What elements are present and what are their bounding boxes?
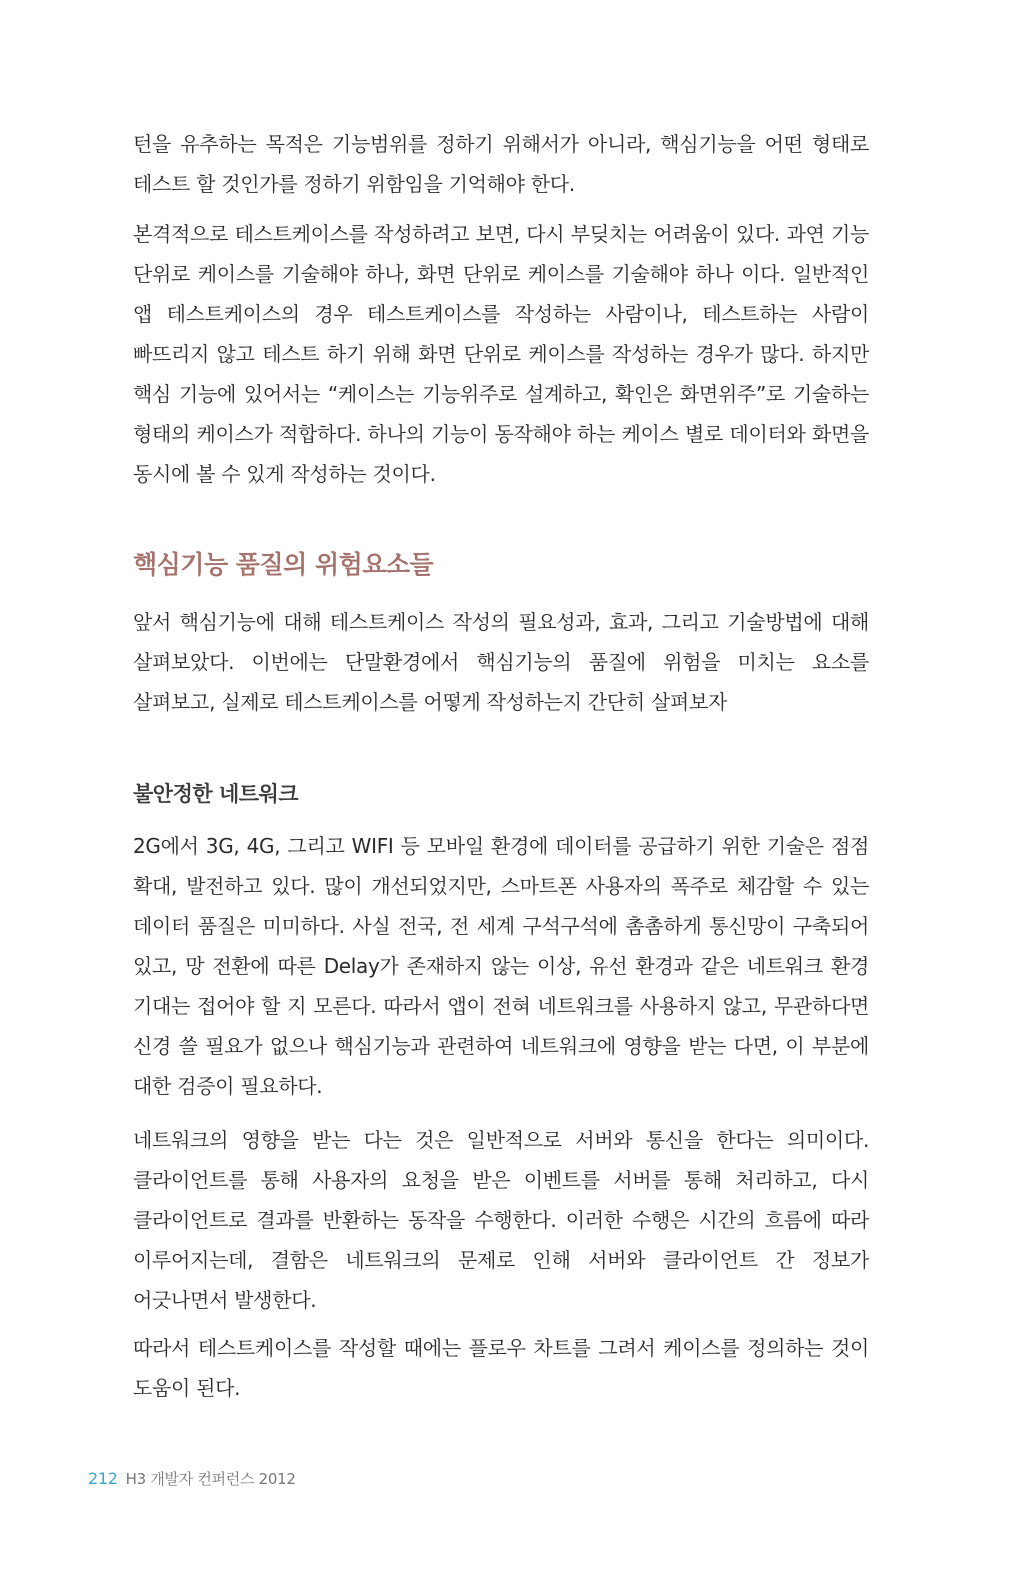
section-intro	[133, 602, 869, 722]
paragraph-text: 턴을 유추하는 목적은 기능범위를 정하기 위해서가 아니라, 핵심기능을 어떤 형태로 테스트 할 것인가를 정하기 위함임을 기억해야 한다.	[133, 132, 869, 196]
page-number: 212	[88, 1469, 118, 1488]
paragraph-text: 따라서 테스트케이스를 작성할 때에는 플로우 차트를 그려서 케이스를 정의하는 것이 도움이 된다.	[133, 1336, 869, 1400]
paragraph-text: 앞서 핵심기능에 대해 테스트케이스 작성의 필요성과, 효과, 그리고 기술방법에 대해 살펴보았다. 이번에는 단말환경에서 핵심기능의 품질에 위험을 미치는 요소를 살펴보고, 실제로 테스트케이스를 어떻게 작성하는지 간단히 살펴보자	[133, 610, 869, 714]
paragraph-server-communication	[133, 1120, 869, 1320]
footer-title: H3 개발자 컨퍼런스 2012	[125, 1470, 296, 1488]
paragraph-text: 2G에서 3G, 4G, 그리고 WIFI 등 모바일 환경에 데이터를 공급하기 위한 기술은 점점 확대, 발전하고 있다. 많이 개선되었지만, 스마트폰 사용자의 폭주로 체감할 수 있는 데이터 품질은 미미하다. 사실 전국, 전 세계 구석구석에 촘촘하게 통신망이 구축되어 있고, 망 전환에 따른 Delay가 존재하지 않는 이상, 유선 환경과 같은 네트워크 환경 기대는 접어야 할 지 모른다. 따라서 앱이 전혀 네트워크를 사용하지 않고, 무관하다면 신경 쓸 필요가 없으나 핵심기능과 관련하여 네트워크에 영향을 받는 다면, 이 부분에 대한 검증이 필요하다.	[133, 834, 869, 1098]
paragraph-text: 본격적으로 테스트케이스를 작성하려고 보면, 다시 부딪치는 어려움이 있다. 과연 기능 단위로 케이스를 기술해야 하나, 화면 단위로 케이스를 기술해야 하나 이다. 일반적인 앱 테스트케이스의 경우 테스트케이스를 작성하는 사람이나, 테스트하는 사람이 빠뜨리지 않고 테스트 하기 위해 화면 단위로 케이스를 작성하는 경우가 많다. 하지만 핵심 기능에 있어서는 “케이스는 기능위주로 설계하고, 확인은 화면위주”로 기술하는 형태의 케이스가 적합하다. 하나의 기능이 동작해야 하는 케이스 별로 데이터와 화면을 동시에 볼 수 있게 작성하는 것이다.	[133, 222, 869, 486]
paragraph-text: 네트워크의 영향을 받는 다는 것은 일반적으로 서버와 통신을 한다는 의미이다. 클라이언트를 통해 사용자의 요청을 받은 이벤트를 서버를 통해 처리하고, 다시 클라이언트로 결과를 반환하는 동작을 수행한다. 이러한 수행은 시간의 흐름에 따라 이루어지는데, 결함은 네트워크의 문제로 인해 서버와 클라이언트 간 정보가 어긋나면서 발생한다.	[133, 1128, 869, 1312]
subsection-heading: 불안정한 네트워크	[133, 782, 299, 806]
paragraph-continued	[133, 124, 869, 204]
paragraph-flow-chart	[133, 1328, 869, 1408]
section-heading: 핵심기능 품질의 위험요소들	[133, 550, 434, 579]
paragraph-test-case-writing	[133, 214, 869, 494]
paragraph-network-evolution	[133, 826, 869, 1106]
page-footer	[88, 1468, 296, 1489]
